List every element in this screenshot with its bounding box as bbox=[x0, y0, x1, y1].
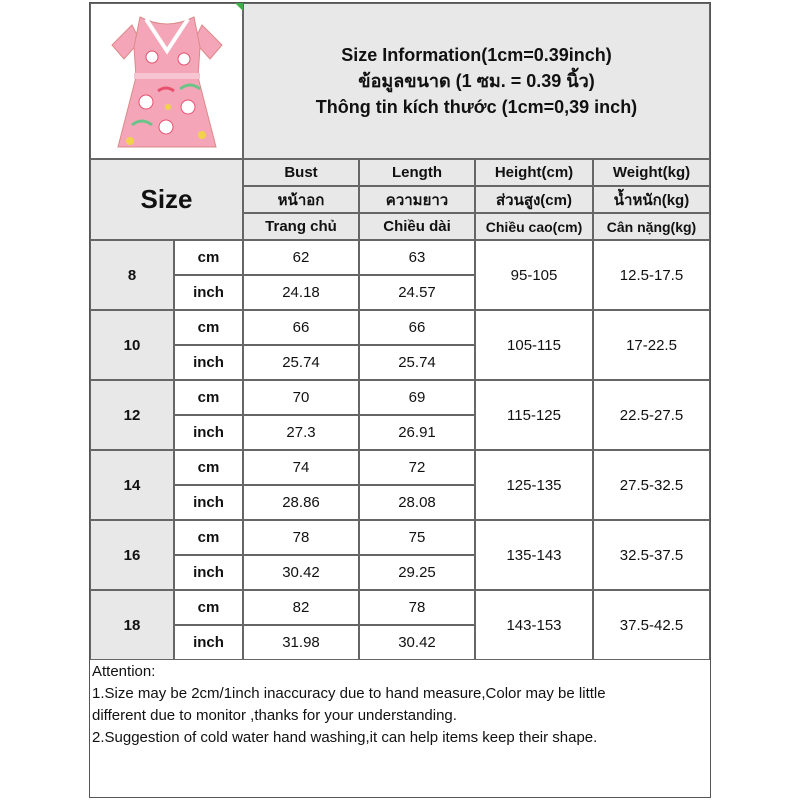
length-cm: 63 bbox=[359, 240, 475, 275]
length-inch: 24.57 bbox=[359, 275, 475, 310]
unit-cm: cm bbox=[174, 240, 243, 275]
col-bust-th: หน้าอก bbox=[243, 186, 359, 213]
notes-heading: Attention: bbox=[92, 663, 156, 680]
unit-cm: cm bbox=[174, 380, 243, 415]
notes-line-1a: 1.Size may be 2cm/1inch inaccuracy due to hand measure,Color may be little bbox=[92, 685, 606, 702]
size-cell: 12 bbox=[90, 380, 174, 450]
col-height-vi: Chiều cao(cm) bbox=[475, 213, 593, 240]
attention-notes bbox=[90, 659, 710, 751]
length-inch: 25.74 bbox=[359, 345, 475, 380]
unit-inch: inch bbox=[174, 485, 243, 520]
length-inch: 26.91 bbox=[359, 415, 475, 450]
length-inch: 29.25 bbox=[359, 555, 475, 590]
height-range: 105-115 bbox=[475, 310, 593, 380]
unit-inch: inch bbox=[174, 625, 243, 660]
bust-cm: 82 bbox=[243, 590, 359, 625]
title-english: Size Information(1cm=0.39inch) bbox=[341, 45, 612, 65]
col-bust-en: Bust bbox=[243, 159, 359, 186]
unit-inch: inch bbox=[174, 555, 243, 590]
size-cell: 8 bbox=[90, 240, 174, 310]
bust-inch: 27.3 bbox=[243, 415, 359, 450]
col-bust-vi: Trang chủ bbox=[243, 213, 359, 240]
size-header bbox=[90, 159, 243, 240]
length-inch: 28.08 bbox=[359, 485, 475, 520]
weight-range: 37.5-42.5 bbox=[593, 590, 710, 660]
corner-mark-icon bbox=[235, 3, 243, 11]
title-thai: ข้อมูลขนาด (1 ซม. = 0.39 นิ้ว) bbox=[358, 71, 595, 91]
size-cell: 16 bbox=[90, 520, 174, 590]
length-inch: 30.42 bbox=[359, 625, 475, 660]
height-range: 115-125 bbox=[475, 380, 593, 450]
size-cell: 14 bbox=[90, 450, 174, 520]
height-range: 125-135 bbox=[475, 450, 593, 520]
height-range: 95-105 bbox=[475, 240, 593, 310]
col-weight-en: Weight(kg) bbox=[593, 159, 710, 186]
unit-cm: cm bbox=[174, 520, 243, 555]
dress-illustration bbox=[102, 7, 232, 155]
col-length-th: ความยาว bbox=[359, 186, 475, 213]
weight-range: 12.5-17.5 bbox=[593, 240, 710, 310]
bust-cm: 70 bbox=[243, 380, 359, 415]
length-cm: 75 bbox=[359, 520, 475, 555]
bust-inch: 30.42 bbox=[243, 555, 359, 590]
size-label: Size bbox=[140, 184, 193, 214]
weight-range: 32.5-37.5 bbox=[593, 520, 710, 590]
size-chart bbox=[89, 2, 711, 798]
col-length-en: Length bbox=[359, 159, 475, 186]
title-vietnamese: Thông tin kích thước (1cm=0,39 inch) bbox=[315, 97, 638, 117]
weight-range: 22.5-27.5 bbox=[593, 380, 710, 450]
bust-cm: 78 bbox=[243, 520, 359, 555]
bust-cm: 66 bbox=[243, 310, 359, 345]
notes-line-2: 2.Suggestion of cold water hand washing,it can help items keep their shape. bbox=[92, 729, 598, 746]
bust-inch: 31.98 bbox=[243, 625, 359, 660]
unit-cm: cm bbox=[174, 450, 243, 485]
size-cell: 10 bbox=[90, 310, 174, 380]
bust-cm: 62 bbox=[243, 240, 359, 275]
size-cell: 18 bbox=[90, 590, 174, 660]
unit-inch: inch bbox=[174, 415, 243, 450]
unit-cm: cm bbox=[174, 310, 243, 345]
bust-inch: 24.18 bbox=[243, 275, 359, 310]
weight-range: 17-22.5 bbox=[593, 310, 710, 380]
col-length-vi: Chiều dài bbox=[359, 213, 475, 240]
height-range: 143-153 bbox=[475, 590, 593, 660]
length-cm: 78 bbox=[359, 590, 475, 625]
height-range: 135-143 bbox=[475, 520, 593, 590]
col-height-th: ส่วนสูง(cm) bbox=[475, 186, 593, 213]
bust-cm: 74 bbox=[243, 450, 359, 485]
weight-range: 27.5-32.5 bbox=[593, 450, 710, 520]
length-cm: 72 bbox=[359, 450, 475, 485]
unit-inch: inch bbox=[174, 345, 243, 380]
title-cell bbox=[243, 3, 710, 159]
length-cm: 69 bbox=[359, 380, 475, 415]
col-height-en: Height(cm) bbox=[475, 159, 593, 186]
bust-inch: 25.74 bbox=[243, 345, 359, 380]
bust-inch: 28.86 bbox=[243, 485, 359, 520]
unit-inch: inch bbox=[174, 275, 243, 310]
col-weight-vi: Cân nặng(kg) bbox=[593, 213, 710, 240]
notes-line-1b: different due to monitor ,thanks for your understanding. bbox=[92, 707, 457, 724]
product-image-cell bbox=[90, 3, 243, 159]
unit-cm: cm bbox=[174, 590, 243, 625]
col-weight-th: น้ำหนัก(kg) bbox=[593, 186, 710, 213]
length-cm: 66 bbox=[359, 310, 475, 345]
